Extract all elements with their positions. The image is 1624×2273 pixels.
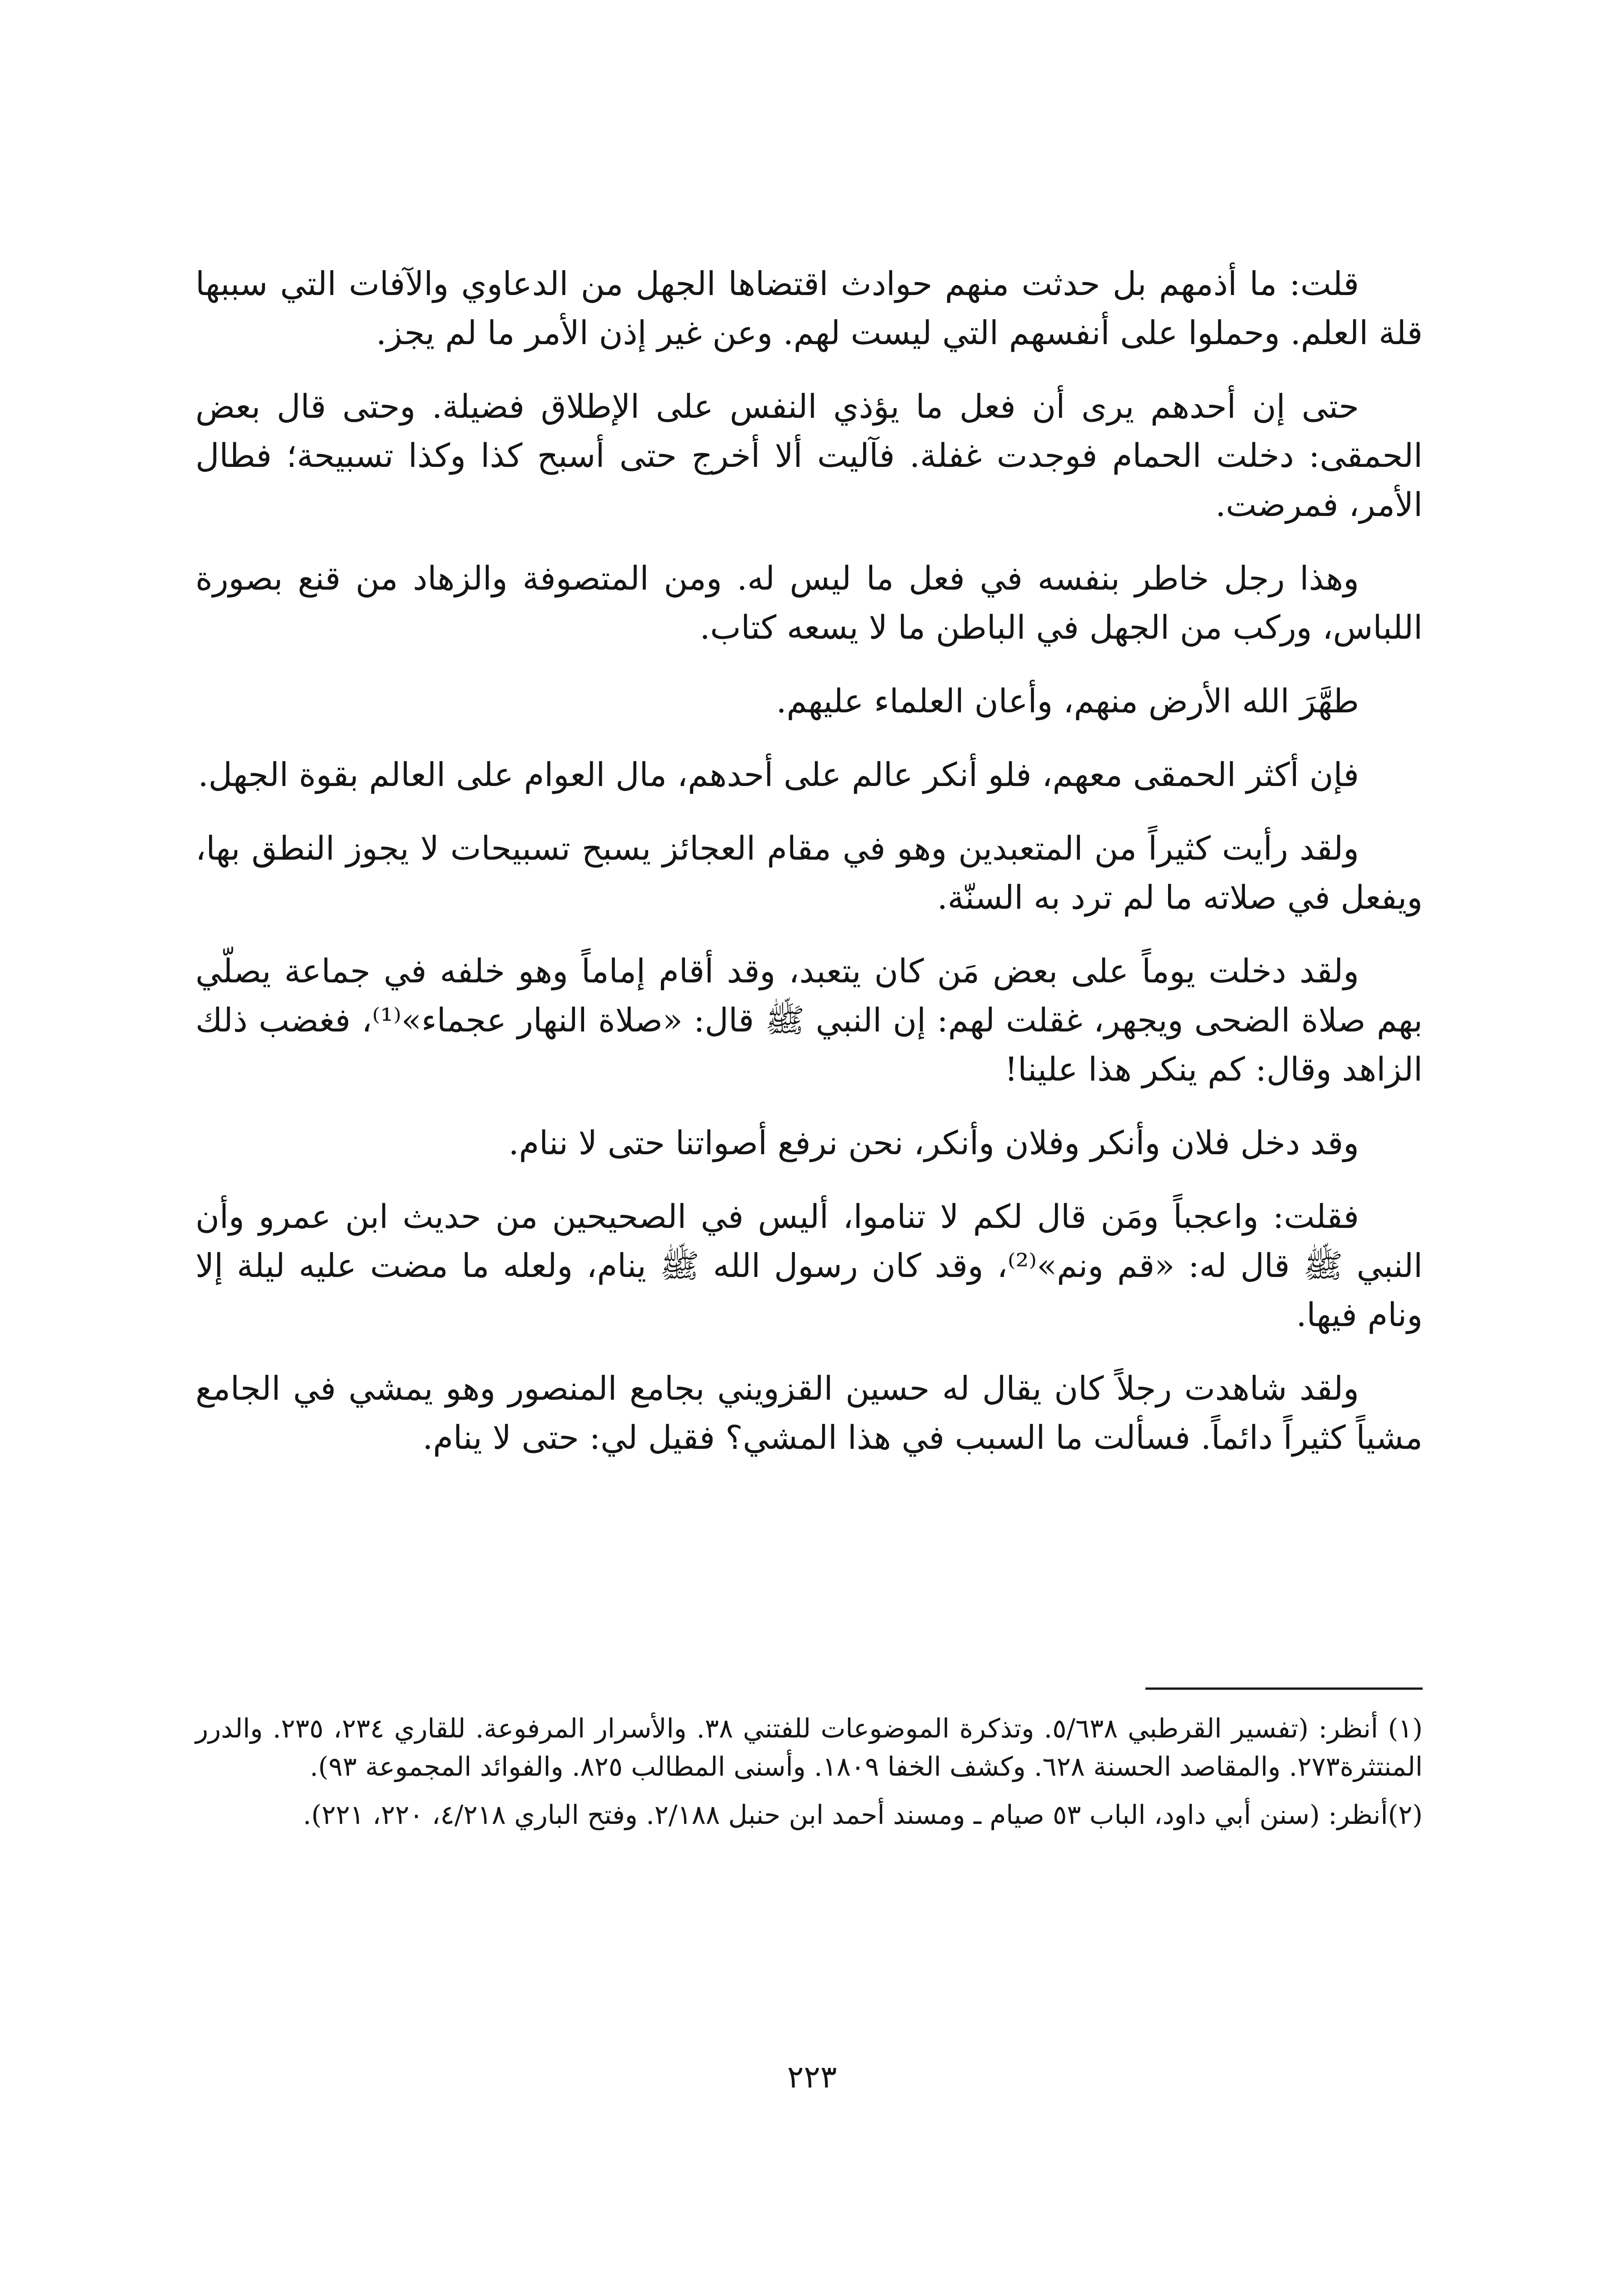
paragraph-7: ولقد دخلت يوماً على بعض مَن كان يتعبد، وقد أقام إماماً وهو خلفه في جماعة يصلّي بهم صلاة الضحى ويجهر، غقلت لهم: إن النبي ﷺ قال: «صلاة النهار عجماء»⁽¹⁾، فغضب ذلك الزاهد وقال: كم ينكر هذا علينا! <box>195 952 1423 1088</box>
paragraph-5: فإن أكثر الحمقى معهم، فلو أنكر عالم على أحدهم، مال العوام على العالم بقوة الجهل. <box>198 756 1359 794</box>
footnote-2: (٢)أنظر: (سنن أبي داود، الباب ٥٣ صيام ـ ومسند أحمد ابن حنبل ٢/١٨٨. وفتح الباري ٤/٢١٨، ٢٢٠، ٢٢١). <box>303 1799 1423 1830</box>
paragraph-6: ولقد رأيت كثيراً من المتعبدين وهو في مقام العجائز يسبح تسبيحات لا يجوز النطق بها، ويفعل في صلاته ما لم ترد به السنّة. <box>195 829 1423 916</box>
footnote-divider <box>1145 1687 1423 1690</box>
paragraph-9: فقلت: واعجباً ومَن قال لكم لا تناموا، أليس في الصحيحين من حديث ابن عمرو وأن النبي ﷺ قال له: «قم ونم»⁽²⁾، وقد كان رسول الله ﷺ ينام، ولعله ما مضت عليه ليلة إلا ونام فيها. <box>195 1197 1423 1334</box>
main-text <box>195 259 1423 1487</box>
paragraph-8: وقد دخل فلان وأنكر وفلان وأنكر، نحن نرفع أصواتنا حتى لا ننام. <box>508 1124 1359 1162</box>
paragraph-1: قلت: ما أذمهم بل حدثت منهم حوادث اقتضاها الجهل من الدعاوي والآفات التي سببها قلة العلم. وحملوا على أنفسهم التي ليست لهم. وعن غير إذن الأمر ما لم يجز. <box>195 265 1423 352</box>
paragraph-3: وهذا رجل خاطر بنفسه في فعل ما ليس له. ومن المتصوفة والزهاد من قنع بصورة اللباس، وركب من الجهل في الباطن ما لا يسعه كتاب. <box>195 559 1423 646</box>
page-number: ٢٢٣ <box>787 2059 837 2095</box>
footnotes <box>195 1709 1423 1844</box>
paragraph-4: طهَّرَ الله الأرض منهم، وأعان العلماء عليهم. <box>776 682 1359 720</box>
paragraph-2: حتى إن أحدهم يرى أن فعل ما يؤذي النفس على الإطلاق فضيلة. وحتى قال بعض الحمقى: دخلت الحمام فوجدت غفلة. فآليت ألا أخرج حتى أسبح كذا وكذا تسبيحة؛ فطال الأمر، فمرضت. <box>195 387 1423 524</box>
footnote-1: (١) أنظر: (تفسير القرطبي ٥/٦٣٨. وتذكرة الموضوعات للفتني ٣٨. والأسرار المرفوعة. للقاري ٢٣٤، ٢٣٥. والدرر المنتثرة٢٧٣. والمقاصد الحسنة ٦٢٨. وكشف الخفا ١٨٠٩. وأسنى المطالب ٨٢٥. والفوائد المجموعة ٩٣). <box>195 1713 1423 1782</box>
paragraph-10: ولقد شاهدت رجلاً كان يقال له حسين القزويني بجامع المنصور وهو يمشي في الجامع مشياً كثيراً دائماً. فسألت ما السبب في هذا المشي؟ فقيل لي: حتى لا ينام. <box>195 1369 1423 1457</box>
